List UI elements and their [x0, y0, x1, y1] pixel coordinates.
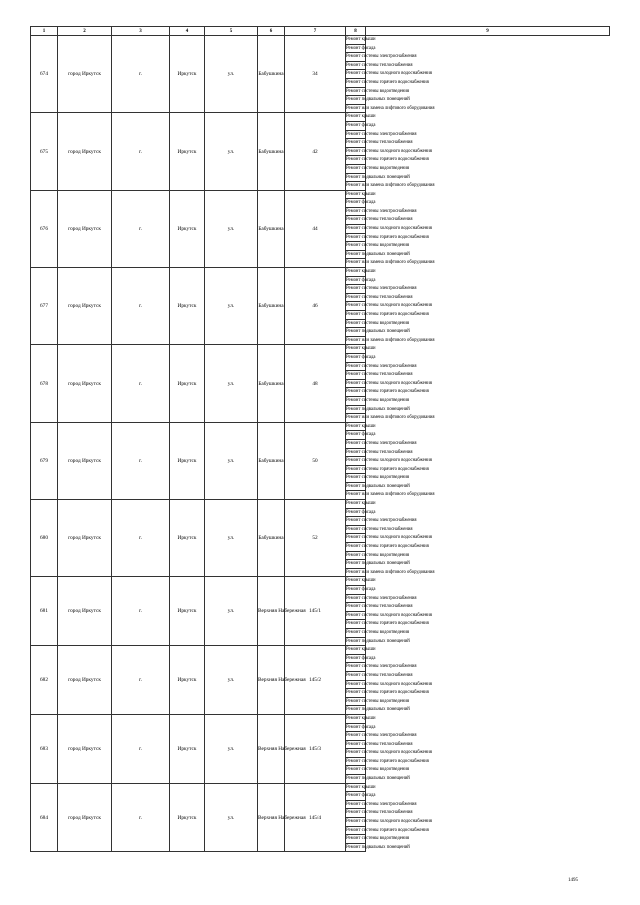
col-header-8: 8 — [346, 27, 366, 36]
municipality: город Иркутск — [58, 714, 112, 783]
work-item: Ремонт фасада — [346, 431, 366, 440]
work-item: Ремонт системы холодного водоснабжения — [346, 749, 366, 758]
work-item: Ремонт фасада — [346, 353, 366, 362]
settlement-name: Иркутск — [170, 345, 205, 422]
table-row — [31, 500, 610, 509]
work-item: Ремонт системы горячего водоснабжения — [346, 465, 366, 474]
street-type: ул. — [205, 500, 258, 577]
work-item: Ремонт системы теплоснабжения — [346, 139, 366, 148]
work-item: Ремонт подвальных помещений — [346, 560, 366, 569]
work-item: Ремонт крыши — [346, 783, 366, 792]
register-table — [30, 26, 610, 852]
work-item: Ремонт системы холодного водоснабжения — [346, 70, 366, 79]
work-item: Ремонт системы электроснабжения — [346, 285, 366, 294]
street-type: ул. — [205, 268, 258, 345]
record-number: 677 — [31, 268, 58, 345]
work-item: Ремонт системы горячего водоснабжения — [346, 620, 366, 629]
work-item: Ремонт системы электроснабжения — [346, 362, 366, 371]
work-item: Ремонт системы горячего водоснабжения — [346, 826, 366, 835]
work-item: Ремонт системы водоотведения — [346, 396, 366, 405]
work-item: Ремонт системы холодного водоснабжения — [346, 379, 366, 388]
house-number: 145/2 — [285, 646, 346, 715]
work-item: Ремонт подвальных помещений — [346, 405, 366, 414]
settlement-name: Иркутск — [170, 36, 205, 113]
work-item: Ремонт подвальных помещений — [346, 482, 366, 491]
street-name: Бабушкина — [258, 113, 285, 190]
settlement-type: г. — [112, 714, 170, 783]
work-item: Ремонт системы холодного водоснабжения — [346, 225, 366, 234]
work-item: Ремонт системы электроснабжения — [346, 439, 366, 448]
work-item: Ремонт системы горячего водоснабжения — [346, 388, 366, 397]
work-item: Ремонт подвальных помещений — [346, 775, 366, 784]
table-row — [31, 422, 610, 431]
settlement-name: Иркутск — [170, 422, 205, 499]
work-item: Ремонт системы теплоснабжения — [346, 371, 366, 380]
street-name: Верхняя Набережная — [258, 577, 285, 646]
work-item: Ремонт фасада — [346, 276, 366, 285]
table-row — [31, 577, 610, 586]
table-body — [31, 36, 610, 852]
house-number: 50 — [285, 422, 346, 499]
settlement-name: Иркутск — [170, 268, 205, 345]
street-name: Бабушкина — [258, 500, 285, 577]
work-item: Ремонт системы водоотведения — [346, 474, 366, 483]
work-item: Ремонт системы теплоснабжения — [346, 671, 366, 680]
street-name: Бабушкина — [258, 268, 285, 345]
settlement-name: Иркутск — [170, 783, 205, 852]
settlement-type: г. — [112, 646, 170, 715]
record-number: 680 — [31, 500, 58, 577]
work-item: Ремонт системы теплоснабжения — [346, 525, 366, 534]
house-number: 44 — [285, 190, 346, 267]
work-item: Ремонт подвальных помещений — [346, 96, 366, 105]
record-number: 681 — [31, 577, 58, 646]
municipality: город Иркутск — [58, 783, 112, 852]
work-item: Ремонт системы горячего водоснабжения — [346, 543, 366, 552]
work-item: Ремонт системы водоотведения — [346, 87, 366, 96]
settlement-name: Иркутск — [170, 113, 205, 190]
work-item: Ремонт системы холодного водоснабжения — [346, 534, 366, 543]
work-item: Ремонт системы электроснабжения — [346, 207, 366, 216]
record-number: 679 — [31, 422, 58, 499]
work-item: Ремонт системы теплоснабжения — [346, 603, 366, 612]
work-item: Ремонт системы горячего водоснабжения — [346, 311, 366, 320]
work-item: Ремонт крыши — [346, 113, 366, 122]
work-item: Ремонт системы горячего водоснабжения — [346, 156, 366, 165]
street-name: Верхняя Набережная — [258, 783, 285, 852]
work-item: Ремонт фасада — [346, 121, 366, 130]
work-item: Ремонт системы холодного водоснабжения — [346, 457, 366, 466]
col-header-6: 6 — [258, 27, 285, 36]
work-item: Ремонт системы электроснабжения — [346, 594, 366, 603]
work-item: Ремонт фасада — [346, 508, 366, 517]
col-header-4: 4 — [170, 27, 205, 36]
work-item: Ремонт системы теплоснабжения — [346, 740, 366, 749]
work-item: Ремонт фасада — [346, 586, 366, 595]
house-number: 46 — [285, 268, 346, 345]
work-item: Ремонт крыши — [346, 646, 366, 655]
street-name: Верхняя Набережная — [258, 714, 285, 783]
work-item: Ремонт или замена лифтового оборудования — [346, 491, 366, 500]
work-item: Ремонт фасада — [346, 792, 366, 801]
house-number: 52 — [285, 500, 346, 577]
work-item: Ремонт фасада — [346, 44, 366, 53]
house-number: 42 — [285, 113, 346, 190]
table-row — [31, 36, 610, 45]
work-item: Ремонт системы электроснабжения — [346, 517, 366, 526]
record-number: 684 — [31, 783, 58, 852]
settlement-type: г. — [112, 113, 170, 190]
street-type: ул. — [205, 113, 258, 190]
work-item: Ремонт системы водоотведения — [346, 319, 366, 328]
settlement-name: Иркутск — [170, 500, 205, 577]
table-row — [31, 714, 610, 723]
work-item: Ремонт системы холодного водоснабжения — [346, 680, 366, 689]
settlement-name: Иркутск — [170, 714, 205, 783]
work-item: Ремонт системы электроснабжения — [346, 800, 366, 809]
work-item: Ремонт крыши — [346, 36, 366, 45]
work-item: Ремонт подвальных помещений — [346, 637, 366, 646]
work-item: Ремонт системы горячего водоснабжения — [346, 757, 366, 766]
work-item: Ремонт крыши — [346, 345, 366, 354]
work-item: Ремонт подвальных помещений — [346, 706, 366, 715]
work-item: Ремонт системы холодного водоснабжения — [346, 147, 366, 156]
col-header-9: 9 — [366, 27, 610, 36]
work-item: Ремонт системы теплоснабжения — [346, 216, 366, 225]
work-item: Ремонт системы холодного водоснабжения — [346, 611, 366, 620]
street-type: ул. — [205, 577, 258, 646]
settlement-type: г. — [112, 422, 170, 499]
work-item: Ремонт или замена лифтового оборудования — [346, 104, 366, 113]
table-row — [31, 113, 610, 122]
street-name: Бабушкина — [258, 190, 285, 267]
settlement-type: г. — [112, 268, 170, 345]
municipality: город Иркутск — [58, 268, 112, 345]
table-header — [31, 27, 610, 36]
col-header-3: 3 — [112, 27, 170, 36]
record-number: 683 — [31, 714, 58, 783]
house-number: 145/3 — [285, 714, 346, 783]
work-item: Ремонт системы водоотведения — [346, 835, 366, 844]
street-name: Верхняя Набережная — [258, 646, 285, 715]
work-item: Ремонт подвальных помещений — [346, 328, 366, 337]
work-item: Ремонт системы горячего водоснабжения — [346, 78, 366, 87]
settlement-name: Иркутск — [170, 190, 205, 267]
table-row — [31, 646, 610, 655]
work-item: Ремонт подвальных помещений — [346, 843, 366, 852]
municipality: город Иркутск — [58, 113, 112, 190]
work-item: Ремонт фасада — [346, 723, 366, 732]
record-number: 678 — [31, 345, 58, 422]
settlement-type: г. — [112, 500, 170, 577]
work-item: Ремонт крыши — [346, 190, 366, 199]
work-item: Ремонт или замена лифтового оборудования — [346, 336, 366, 345]
work-item: Ремонт системы теплоснабжения — [346, 448, 366, 457]
work-item: Ремонт крыши — [346, 268, 366, 277]
col-header-1: 1 — [31, 27, 58, 36]
settlement-type: г. — [112, 190, 170, 267]
record-number: 682 — [31, 646, 58, 715]
work-item: Ремонт системы водоотведения — [346, 551, 366, 560]
work-item: Ремонт системы водоотведения — [346, 766, 366, 775]
municipality: город Иркутск — [58, 577, 112, 646]
work-item: Ремонт системы холодного водоснабжения — [346, 818, 366, 827]
work-item: Ремонт подвальных помещений — [346, 173, 366, 182]
work-item: Ремонт крыши — [346, 577, 366, 586]
work-item: Ремонт системы холодного водоснабжения — [346, 302, 366, 311]
municipality: город Иркутск — [58, 500, 112, 577]
street-name: Бабушкина — [258, 345, 285, 422]
work-item: Ремонт системы горячего водоснабжения — [346, 233, 366, 242]
record-number: 676 — [31, 190, 58, 267]
work-item: Ремонт крыши — [346, 500, 366, 509]
work-item: Ремонт системы теплоснабжения — [346, 293, 366, 302]
work-item: Ремонт или замена лифтового оборудования — [346, 414, 366, 423]
work-item: Ремонт или замена лифтового оборудования — [346, 259, 366, 268]
street-type: ул. — [205, 190, 258, 267]
street-name: Бабушкина — [258, 36, 285, 113]
settlement-name: Иркутск — [170, 646, 205, 715]
settlement-type: г. — [112, 36, 170, 113]
record-number: 675 — [31, 113, 58, 190]
table-row — [31, 268, 610, 277]
street-type: ул. — [205, 783, 258, 852]
work-item: Ремонт или замена лифтового оборудования — [346, 568, 366, 577]
street-type: ул. — [205, 422, 258, 499]
work-item: Ремонт системы электроснабжения — [346, 732, 366, 741]
work-item: Ремонт системы водоотведения — [346, 164, 366, 173]
work-item: Ремонт фасада — [346, 654, 366, 663]
street-type: ул. — [205, 646, 258, 715]
house-number: 145/4 — [285, 783, 346, 852]
municipality: город Иркутск — [58, 190, 112, 267]
work-item: Ремонт системы водоотведения — [346, 697, 366, 706]
house-number: 48 — [285, 345, 346, 422]
municipality: город Иркутск — [58, 646, 112, 715]
work-item: Ремонт системы теплоснабжения — [346, 61, 366, 70]
table-row — [31, 783, 610, 792]
work-item: Ремонт системы электроснабжения — [346, 130, 366, 139]
settlement-type: г. — [112, 577, 170, 646]
work-item: Ремонт крыши — [346, 714, 366, 723]
col-header-2: 2 — [58, 27, 112, 36]
municipality: город Иркутск — [58, 345, 112, 422]
work-item: Ремонт крыши — [346, 422, 366, 431]
work-item: Ремонт системы горячего водоснабжения — [346, 689, 366, 698]
work-item: Ремонт подвальных помещений — [346, 250, 366, 259]
house-number: 34 — [285, 36, 346, 113]
col-header-7: 7 — [285, 27, 346, 36]
col-header-5: 5 — [205, 27, 258, 36]
work-item: Ремонт системы водоотведения — [346, 628, 366, 637]
settlement-name: Иркутск — [170, 577, 205, 646]
street-type: ул. — [205, 714, 258, 783]
settlement-type: г. — [112, 345, 170, 422]
municipality: город Иркутск — [58, 36, 112, 113]
work-item: Ремонт системы электроснабжения — [346, 53, 366, 62]
street-name: Бабушкина — [258, 422, 285, 499]
settlement-type: г. — [112, 783, 170, 852]
street-type: ул. — [205, 345, 258, 422]
work-item: Ремонт или замена лифтового оборудования — [346, 182, 366, 191]
municipality: город Иркутск — [58, 422, 112, 499]
table-row — [31, 345, 610, 354]
work-item: Ремонт системы электроснабжения — [346, 663, 366, 672]
table-row — [31, 190, 610, 199]
record-number: 674 — [31, 36, 58, 113]
header-row — [31, 27, 610, 36]
work-item: Ремонт системы водоотведения — [346, 242, 366, 251]
house-number: 145/1 — [285, 577, 346, 646]
street-type: ул. — [205, 36, 258, 113]
work-item: Ремонт фасада — [346, 199, 366, 208]
page-number: 1495 — [568, 878, 578, 883]
work-item: Ремонт системы теплоснабжения — [346, 809, 366, 818]
